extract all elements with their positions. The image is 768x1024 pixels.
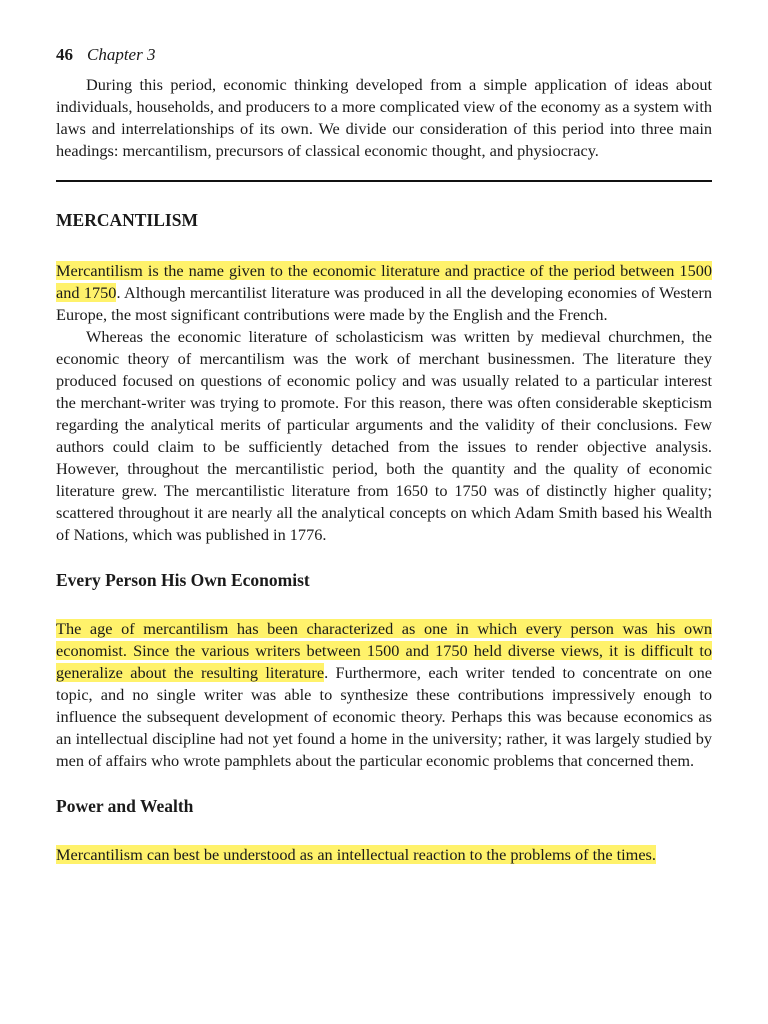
page-number: 46 <box>56 45 73 64</box>
power-wealth-paragraph <box>56 844 712 866</box>
intro-paragraph: During this period, economic thinking developed from a simple application of ideas about individuals, households, and producers to a more complicated view of the economy as a system with laws and interrelationships of its own. We divide our consideration of this period into three main headings: mercantilism, precursors of classical economic thought, and physiocracy. <box>56 75 712 160</box>
book-page <box>56 44 712 866</box>
highlighted-text: The age of mercantilism has been characterized as one in which every person was his own economist. Since the various writers between 1500 and 1750 held diverse views, it is difficult to generalize about the resulting literature <box>56 619 712 682</box>
mercantilism-paragraph-1 <box>56 260 712 326</box>
section-heading: MERCANTILISM <box>56 210 198 230</box>
subsection-heading-economist: Every Person His Own Economist <box>56 570 310 590</box>
running-header <box>56 44 712 66</box>
economist-paragraph <box>56 618 712 772</box>
mercantilism-paragraph-2: Whereas the economic literature of scholasticism was written by medieval churchmen, the economic theory of mercantilism was the work of merchant businessmen. The literature they produced focused on questions of economic policy and was usually related to a particular interest the merchant-writer was trying to promote. For this reason, there was often considerable skepticism regarding the analytical merits of particular arguments and the validity of their conclusions. Few authors could claim to be sufficiently detached from the issues to render objective analysis. However, throughout the mercantilistic period, both the quantity and the quality of economic literature grew. The mercantilistic literature from 1650 to 1750 was of distinctly higher quality; scattered throughout it are nearly all the analytical concepts on which Adam Smith based his Wealth of Nations, which was published in 1776. <box>56 327 712 544</box>
subsection-heading-power-wealth: Power and Wealth <box>56 796 194 816</box>
section-divider <box>56 180 712 182</box>
paragraph-text: . Furthermore, each writer tended to concentrate on one topic, and no single writer was able to synthesize these contributions impressively enough to influence the subsequent development of economic theory. Perhaps this was because economics as an intellectual discipline had not yet found a home in the university; rather, it was largely studied by men of affairs who wrote pamphlets about the particular economic problems that concerned them. <box>56 663 712 770</box>
chapter-label: Chapter 3 <box>87 45 156 64</box>
highlighted-text: Mercantilism is the name given to the economic literature and practice of the period between 1500 and 1750 <box>56 261 712 302</box>
highlighted-text: Mercantilism can best be understood as an intellectual reaction to the problems of the times. <box>56 845 656 864</box>
paragraph-text: . Although mercantilist literature was produced in all the developing economies of Western Europe, the most significant contributions were made by the English and the French. <box>56 283 712 324</box>
